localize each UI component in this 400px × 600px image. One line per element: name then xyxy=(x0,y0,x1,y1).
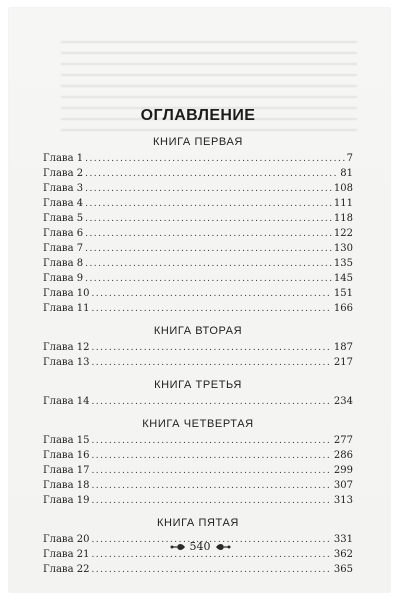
toc-entry xyxy=(43,478,353,493)
toc-entry xyxy=(43,394,353,409)
chapter-page-number: 135 xyxy=(333,258,353,269)
chapter-page-number: 7 xyxy=(346,153,353,164)
chapter-label: Глава 15 xyxy=(43,435,90,446)
chapter-page-number: 313 xyxy=(333,495,353,506)
chapter-page-number: 122 xyxy=(333,228,353,239)
fleuron-icon xyxy=(215,542,231,552)
toc-entry xyxy=(43,151,353,166)
chapter-label: Глава 20 xyxy=(43,534,90,545)
chapter-label: Глава 13 xyxy=(43,357,90,368)
dot-leader xyxy=(85,257,332,272)
toc-entry xyxy=(43,493,353,508)
dot-leader xyxy=(91,464,331,479)
chapter-label: Глава 12 xyxy=(43,342,90,353)
chapter-page-number: 234 xyxy=(333,396,353,407)
chapter-label: Глава 21 xyxy=(43,549,90,560)
dot-leader xyxy=(91,341,331,356)
dot-leader xyxy=(91,302,331,317)
toc-entry xyxy=(43,256,353,271)
toc-book-section xyxy=(43,376,353,409)
toc-entry xyxy=(43,433,353,448)
chapter-page-number: 130 xyxy=(333,243,353,254)
chapter-label: Глава 14 xyxy=(43,396,90,407)
dot-leader xyxy=(85,152,345,167)
chapter-label: Глава 8 xyxy=(43,258,84,269)
book-title: КНИГА ЧЕТВЕРТАЯ xyxy=(142,418,254,430)
toc-book-section xyxy=(43,415,353,508)
chapter-label: Глава 16 xyxy=(43,450,90,461)
toc-entry xyxy=(43,463,353,478)
dot-leader xyxy=(85,167,338,182)
toc-entry xyxy=(43,301,353,316)
toc-entry xyxy=(43,241,353,256)
chapter-page-number: 331 xyxy=(333,534,353,545)
chapter-page-number: 151 xyxy=(333,288,353,299)
chapter-label: Глава 5 xyxy=(43,213,84,224)
chapter-page-number: 299 xyxy=(333,465,353,476)
book-title: КНИГА ПЕРВАЯ xyxy=(153,136,243,148)
toc-book-section xyxy=(43,133,353,316)
chapter-page-number: 307 xyxy=(333,480,353,491)
toc-book-section xyxy=(43,322,353,370)
chapter-label: Глава 11 xyxy=(43,303,90,314)
chapter-page-number: 166 xyxy=(333,303,353,314)
chapter-label: Глава 7 xyxy=(43,243,84,254)
dot-leader xyxy=(85,182,332,197)
dot-leader xyxy=(85,242,332,257)
dot-leader xyxy=(91,563,331,578)
chapter-page-number: 362 xyxy=(333,549,353,560)
chapter-page-number: 217 xyxy=(333,357,353,368)
chapter-label: Глава 3 xyxy=(43,183,84,194)
chapter-page-number: 108 xyxy=(333,183,353,194)
chapter-label: Глава 18 xyxy=(43,480,90,491)
chapter-label: Глава 9 xyxy=(43,273,84,284)
toc-entry xyxy=(43,355,353,370)
fleuron-icon xyxy=(170,542,186,552)
dot-leader xyxy=(91,434,331,449)
dot-leader xyxy=(85,272,332,287)
dot-leader xyxy=(85,227,332,242)
dot-leader xyxy=(91,494,331,509)
chapter-label: Глава 10 xyxy=(43,288,90,299)
toc-entry xyxy=(43,211,353,226)
chapter-page-number: 111 xyxy=(333,198,353,209)
toc-entry xyxy=(43,340,353,355)
dot-leader xyxy=(91,356,331,371)
toc-entry xyxy=(43,166,353,181)
toc-entry xyxy=(43,226,353,241)
book-title: КНИГА ПЯТАЯ xyxy=(157,517,239,529)
chapter-page-number: 365 xyxy=(333,564,353,575)
chapter-page-number: 286 xyxy=(333,450,353,461)
toc-entry xyxy=(43,196,353,211)
table-of-contents xyxy=(43,105,353,577)
chapter-page-number: 145 xyxy=(333,273,353,284)
dot-leader xyxy=(91,287,331,302)
chapter-label: Глава 6 xyxy=(43,228,84,239)
toc-entry xyxy=(43,181,353,196)
toc-books xyxy=(43,133,353,577)
chapter-page-number: 118 xyxy=(333,213,353,224)
toc-entry xyxy=(43,448,353,463)
dot-leader xyxy=(91,449,331,464)
toc-title: ОГЛАВЛЕНИЕ xyxy=(140,107,256,124)
chapter-page-number: 187 xyxy=(333,342,353,353)
toc-entry xyxy=(43,271,353,286)
dot-leader xyxy=(91,395,331,410)
toc-entry xyxy=(43,562,353,577)
page-footer xyxy=(0,540,400,553)
book-title: КНИГА ТРЕТЬЯ xyxy=(154,379,242,391)
dot-leader xyxy=(85,212,332,227)
dot-leader xyxy=(85,197,332,212)
book-title: КНИГА ВТОРАЯ xyxy=(153,325,243,337)
chapter-label: Глава 17 xyxy=(43,465,90,476)
dot-leader xyxy=(91,479,331,494)
chapter-page-number: 277 xyxy=(333,435,353,446)
page-number: 540 xyxy=(189,540,211,553)
toc-entry xyxy=(43,286,353,301)
chapter-label: Глава 22 xyxy=(43,564,90,575)
chapter-label: Глава 19 xyxy=(43,495,90,506)
chapter-label: Глава 2 xyxy=(43,168,84,179)
chapter-label: Глава 4 xyxy=(43,198,84,209)
chapter-page-number: 81 xyxy=(340,168,353,179)
chapter-label: Глава 1 xyxy=(43,153,84,164)
